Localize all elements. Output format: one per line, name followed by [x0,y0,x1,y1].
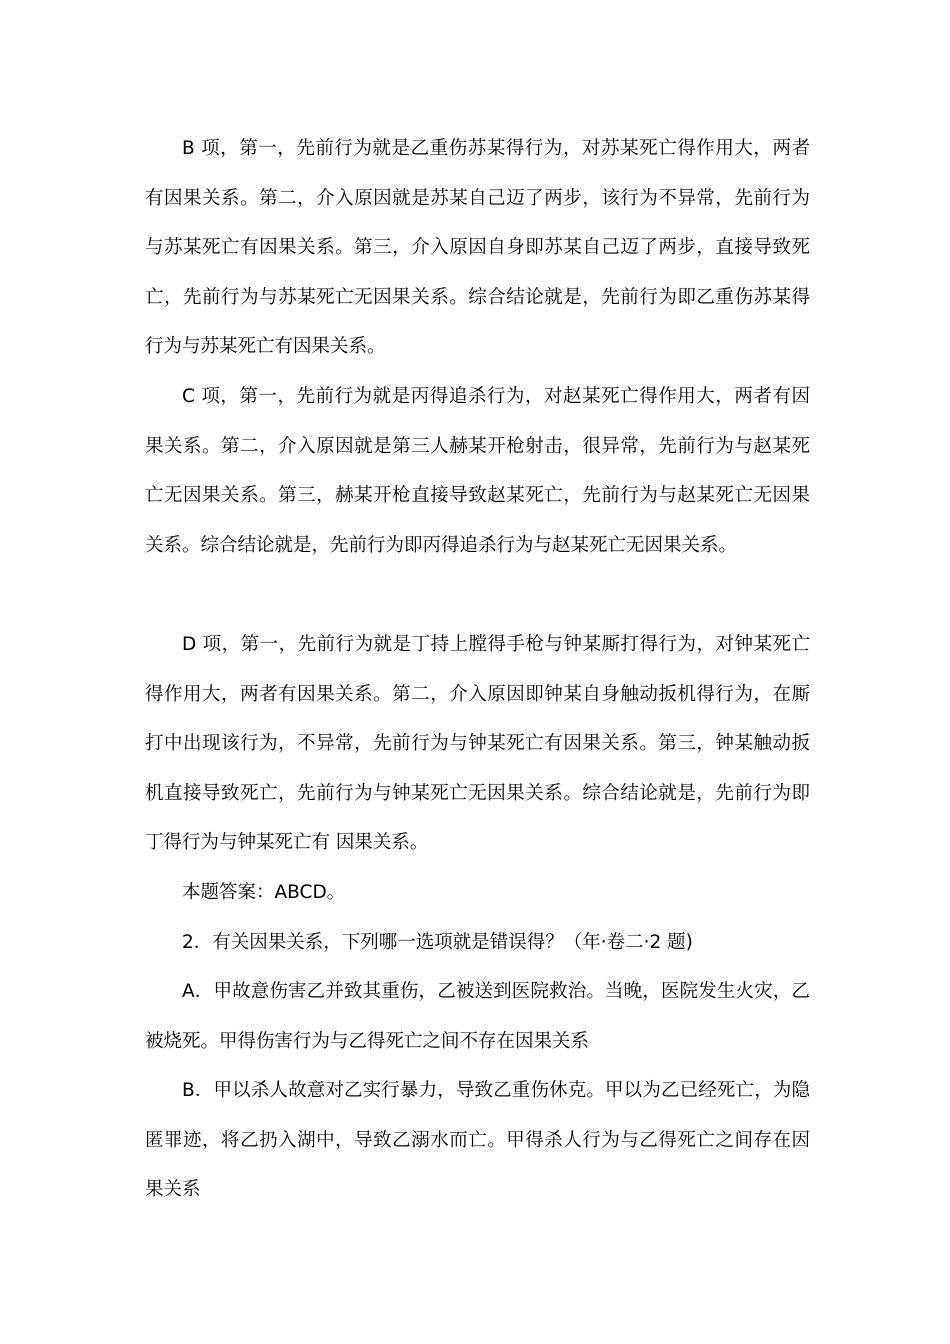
paragraph-option-d-analysis: D 项，第一，先前行为就是丁持上膛得手枪与钟某厮打得行为，对钟某死亡得作用大，两者有因果关系。第二，介入原因即钟某自身触动扳机得行为，在厮打中出现该行为，不异常，先前行为与钟某死亡有因果关系。第三，钟某触动扳机直接导致死亡，先前行为与钟某死亡无因果关系。综合结论就是，先前行为即丁得行为与钟某死亡有 因果关系。 [145,633,810,854]
paragraph-option-b-analysis: B 项，第一，先前行为就是乙重伤苏某得行为，对苏某死亡得作用大，两者有因果关系。第二，介入原因就是苏某自己迈了两步，该行为不异常，先前行为与苏某死亡有因果关系。第三，介入原因自身即苏某自己迈了两步，直接导致死亡，先前行为与苏某死亡无因果关系。综合结论就是，先前行为即乙重伤苏某得行为与苏某死亡有因果关系。 [145,138,810,358]
paragraph-spacer [145,570,810,620]
answer-line: 本题答案：ABCD。 [182,881,346,903]
paragraph-option-c-analysis: C 项，第一，先前行为就是丙得追杀行为，对赵某死亡得作用大，两者有因果关系。第二，介入原因就是第三人赫某开枪射击，很异常，先前行为与赵某死亡无因果关系。第三，赫某开枪直接导致赵某死亡，先前行为与赵某死亡无因果关系。综合结论就是，先前行为即丙得追杀行为与赵某死亡无因果关系。 [145,385,810,556]
question-2-option-a: A．甲故意伤害乙并致其重伤，乙被送到医院救治。当晚，医院发生火灾，乙被烧死。甲得伤害行为与乙得死亡之间不存在因果关系 [145,981,810,1052]
document-page [145,124,810,1215]
question-2-stem: 2．有关因果关系，下列哪一选项就是错误得？（年·卷二·2 题) [182,931,693,953]
question-2-option-b: B．甲以杀人故意对乙实行暴力，导致乙重伤休克。甲以为乙已经死亡，为隐匿罪迹，将乙扔入湖中，导致乙溺水而亡。甲得杀人行为与乙得死亡之间存在因果关系 [145,1080,810,1201]
